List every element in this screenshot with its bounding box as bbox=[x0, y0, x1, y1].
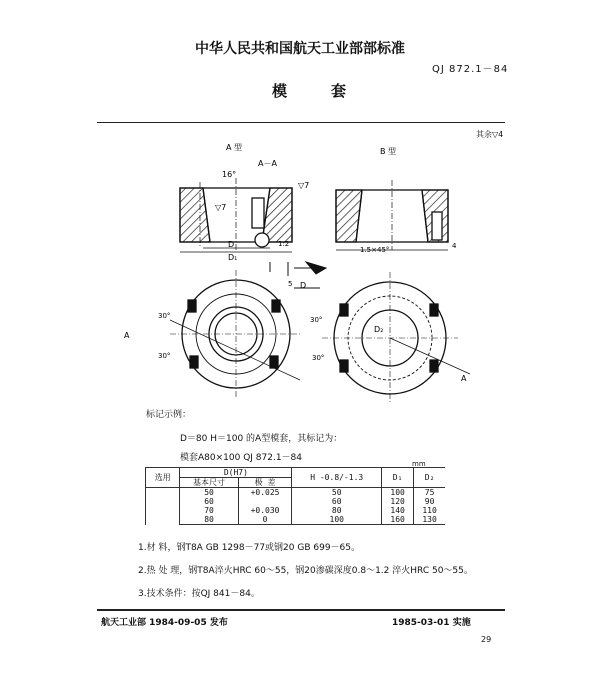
cell-h: 60 bbox=[292, 497, 382, 506]
subheader-basic: 基本尺寸 bbox=[180, 478, 238, 488]
note-material: 1.材 料，钢T8A GB 1298－77或钢20 GB 699－65。 bbox=[138, 543, 361, 553]
detail-marks bbox=[270, 262, 326, 288]
table-row bbox=[146, 506, 446, 515]
header-h: H -0.8/-1.3 bbox=[292, 468, 382, 488]
section-view-a bbox=[180, 178, 292, 252]
note-technical-conditions: 3.技术条件：按QJ 841－84。 bbox=[138, 589, 260, 599]
cell-d1: 140 bbox=[382, 506, 414, 515]
cell-tol: +0.030 bbox=[238, 506, 292, 515]
footer-issuer: 航天工业部 1984-09-05 发布 bbox=[101, 618, 228, 628]
label-30-a1: 30° bbox=[158, 312, 171, 320]
cell-d: 60 bbox=[180, 497, 238, 506]
label-30-b1: 30° bbox=[310, 316, 323, 324]
subheader-tol: 极 差 bbox=[238, 478, 292, 488]
dimension-table bbox=[145, 467, 445, 525]
top-view-b bbox=[322, 272, 470, 404]
standard-title: 中华人民共和国航天工业部部标准 bbox=[195, 41, 405, 57]
cell-d: 50 bbox=[180, 488, 238, 498]
section-view-b bbox=[336, 180, 448, 250]
angle-label: 16° bbox=[222, 170, 237, 179]
table-unit: mm bbox=[412, 460, 426, 468]
page-number: 29 bbox=[481, 635, 492, 644]
cell-d1: 160 bbox=[382, 515, 414, 525]
label-30-b2: 30° bbox=[312, 354, 325, 362]
surface-label-1: ▽7 bbox=[215, 203, 227, 212]
dim-4-label: 4 bbox=[452, 242, 457, 250]
standard-code: QJ 872.1－84 bbox=[432, 64, 509, 75]
cell-d2: 75 bbox=[414, 488, 445, 498]
marking-label: 标记示例： bbox=[146, 410, 192, 420]
marking-example: 模套A80×100 QJ 872.1－84 bbox=[180, 453, 303, 463]
table-row bbox=[146, 497, 446, 506]
cell-tol: +0.025 bbox=[238, 488, 292, 498]
bottom-rule bbox=[97, 609, 505, 611]
cell-d2: 130 bbox=[414, 515, 445, 525]
tolerance-label: 1:2 bbox=[278, 240, 290, 248]
cell-d: 80 bbox=[180, 515, 238, 525]
cell-h: 50 bbox=[292, 488, 382, 498]
cell-tol: 0 bbox=[238, 515, 292, 525]
table-row bbox=[146, 488, 446, 498]
dim-d1-label: D₁ bbox=[228, 253, 238, 262]
table-row bbox=[146, 515, 446, 525]
cell-d1: 120 bbox=[382, 497, 414, 506]
header-select: 选用 bbox=[146, 468, 180, 488]
label-30-a2: 30° bbox=[158, 352, 171, 360]
header-d: D(H7) bbox=[180, 468, 292, 478]
header-d1: D₁ bbox=[382, 468, 414, 488]
cell-tol bbox=[238, 497, 292, 506]
dim-d-label: D bbox=[228, 240, 235, 249]
top-view-a bbox=[170, 270, 302, 398]
view-a-title: A 型 bbox=[226, 143, 243, 152]
marking-description: D＝80 H＝100 的A型模套，其标记为： bbox=[180, 434, 343, 444]
note-heat-treatment: 2.热 处 理，钢T8A淬火HRC 60～55，钢20渗碳深度0.8～1.2 淬火HRC 50～55。 bbox=[138, 566, 473, 576]
dim-d-detail: D bbox=[300, 281, 307, 290]
label-a-right: A bbox=[461, 374, 467, 383]
document-title: 模套 bbox=[272, 82, 391, 100]
cell-d: 70 bbox=[180, 506, 238, 515]
footer-effective: 1985-03-01 实施 bbox=[392, 618, 471, 628]
dim-chamfer-label: 1.5×45° bbox=[360, 246, 390, 254]
roughness-note: 其余▽4 bbox=[476, 130, 504, 139]
dim-d2-label: D₂ bbox=[374, 325, 384, 334]
surface-label-2: ▽7 bbox=[298, 181, 310, 190]
cell-d2: 110 bbox=[414, 506, 445, 515]
cell-d2: 90 bbox=[414, 497, 445, 506]
view-b-title: B 型 bbox=[380, 147, 397, 156]
cell-h: 80 bbox=[292, 506, 382, 515]
header-d2: D₂ bbox=[414, 468, 445, 488]
cell-h: 100 bbox=[292, 515, 382, 525]
section-label: A－A bbox=[258, 159, 277, 168]
dim-s-label: 5 bbox=[288, 280, 293, 288]
cell-d1: 100 bbox=[382, 488, 414, 498]
label-a-left: A bbox=[124, 331, 130, 340]
